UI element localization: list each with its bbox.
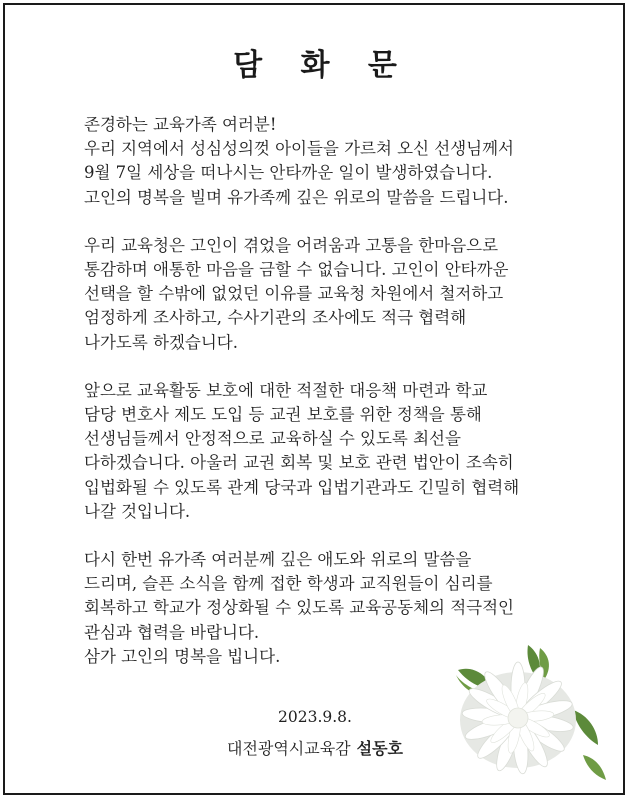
- paragraph-line: 선택을 할 수밖에 없었던 이유를 교육청 차원에서 철저하고: [84, 284, 504, 304]
- paragraph-line: 나갈 것입니다.: [84, 501, 191, 521]
- statement-body: [84, 113, 584, 693]
- signature-office: 대전광역시교육감: [226, 739, 351, 758]
- paragraph-line: 존경하는 교육가족 여러분!: [84, 115, 277, 134]
- paragraph-line: 회복하고 학교가 정상화될 수 있도록 교육공동체의 적극적인: [84, 598, 514, 618]
- flower-center: [508, 708, 528, 728]
- paragraph-line: 선생님들께서 안정적으로 교육하실 수 있도록 최선을: [84, 429, 461, 449]
- paragraph-line: 앞으로 교육활동 보호에 대한 적절한 대응책 마련과 학교: [84, 380, 488, 400]
- paragraph-line: 우리 지역에서 성심성의껏 아이들을 가르쳐 오신 선생님께서: [84, 139, 514, 159]
- paragraph-2: [84, 234, 584, 355]
- paragraph-line: 고인의 명복을 빌며 유가족께 깊은 위로의 말씀을 드립니다.: [84, 187, 509, 207]
- signature-name: 설동호: [356, 739, 404, 758]
- document-title: 담 화 문: [233, 48, 411, 83]
- paragraph-line: 엄정하게 조사하고, 수사기관의 조사에도 적극 협력해: [84, 308, 467, 328]
- paragraph-1: [84, 113, 584, 210]
- paragraph-line: 드리며, 슬픈 소식을 함께 접한 학생과 교직원들이 심리를: [84, 574, 493, 594]
- paragraph-line: 삼가 고인의 명복을 빕니다.: [84, 646, 281, 666]
- white-chrysanthemum-icon: [448, 640, 613, 785]
- paragraph-line: 우리 교육청은 고인이 겪었을 어려움과 고통을 한마음으로: [84, 235, 499, 255]
- paragraph-3: [84, 379, 584, 524]
- paragraph-line: 통감하며 애통한 마음을 금할 수 없습니다. 고인이 안타까운: [84, 260, 509, 280]
- paragraph-line: 9월 7일 세상을 떠나시는 안타까운 일이 발생하였습니다.: [84, 163, 493, 183]
- paragraph-line: 나가도록 하겠습니다.: [84, 332, 238, 352]
- paragraph-line: 관심과 협력을 바랍니다.: [84, 622, 260, 642]
- paragraph-line: 입법화될 수 있도록 관계 당국과 입법기관과도 긴밀히 협력해: [84, 477, 520, 497]
- statement-date: 2023.9.8.: [278, 708, 352, 726]
- paragraph-line: 다시 한번 유가족 여러분께 깊은 애도와 위로의 말씀을: [84, 550, 472, 570]
- paragraph-line: 담당 변호사 제도 도입 등 교권 보호를 위한 정책을 통해: [84, 405, 482, 425]
- paragraph-line: 다하겠습니다. 아울러 교권 회복 및 보호 관련 법안이 조속히: [84, 453, 514, 473]
